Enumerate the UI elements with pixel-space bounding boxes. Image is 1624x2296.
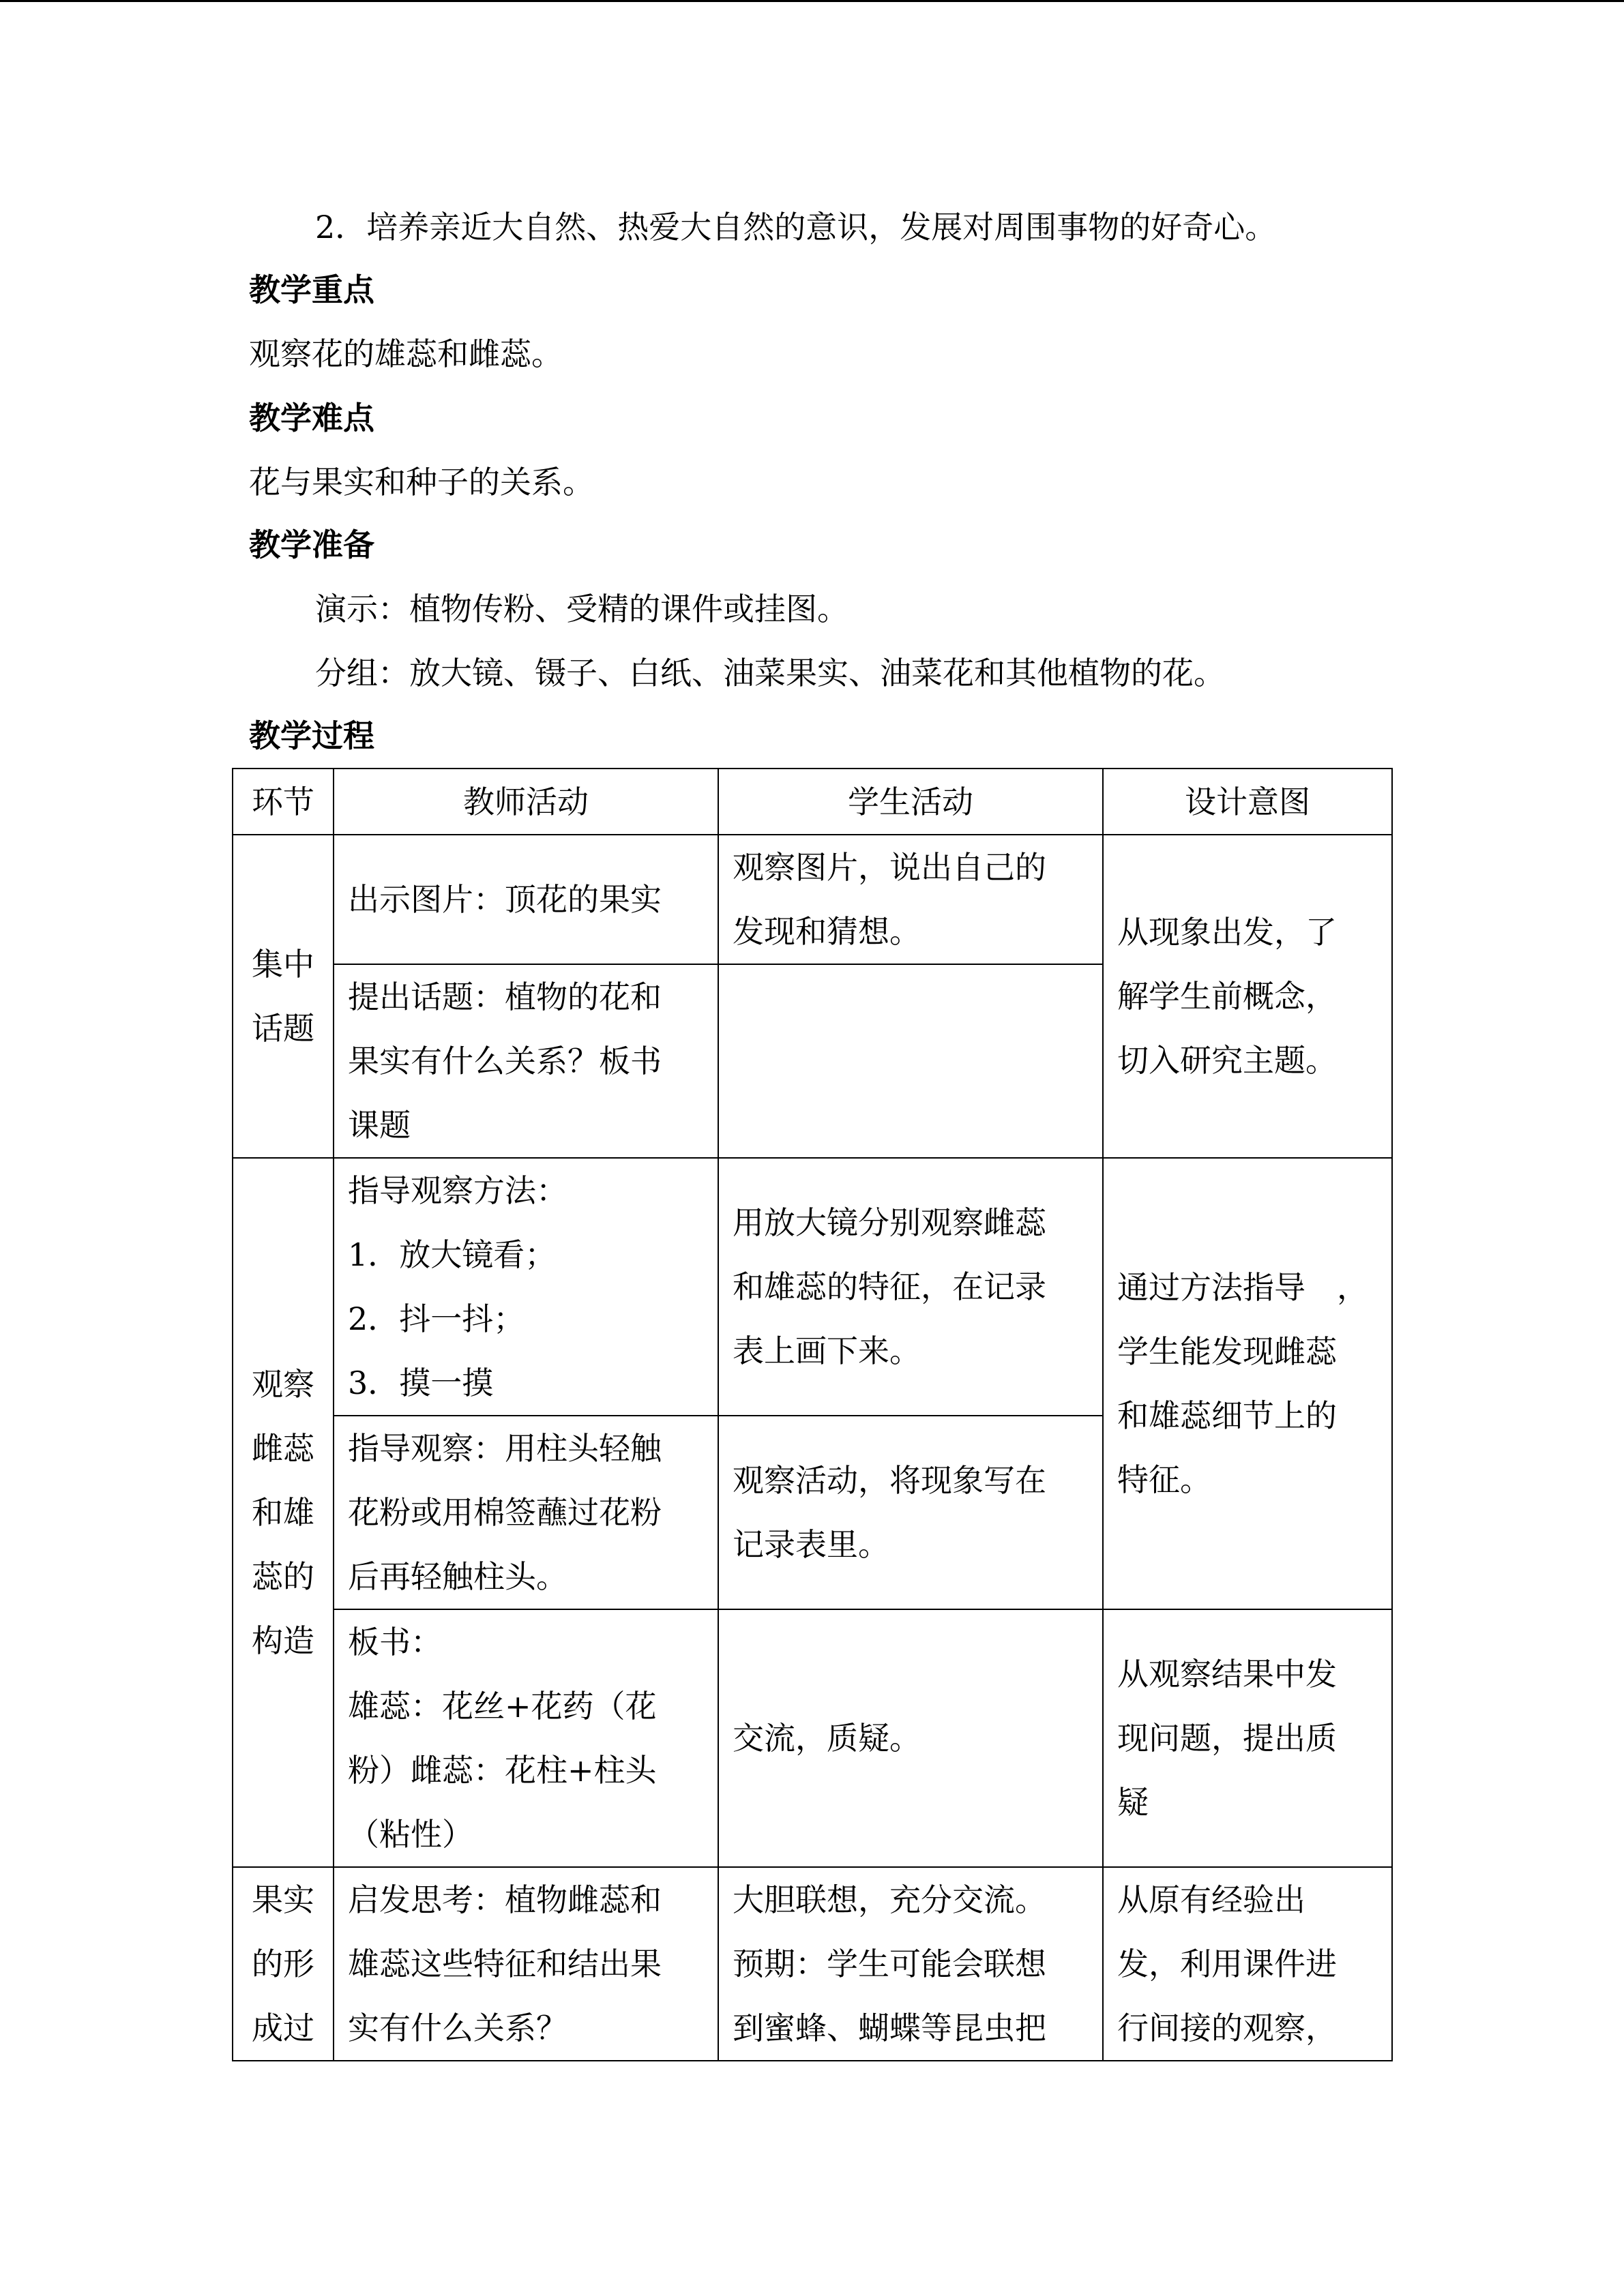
teacher-activity-cell: 启发思考：植物雌蕊和 雄蕊这些特征和结出果 实有什么关系？ — [334, 1867, 718, 2061]
student-activity-cell: 大胆联想，充分交流。 预期：学生可能会联想 到蜜蜂、蝴蝶等昆虫把 — [718, 1867, 1103, 2061]
preparation-heading: 教学准备 — [249, 526, 374, 563]
teacher-activity-cell: 出示图片：顶花的果实 — [334, 835, 718, 964]
teaching-process-table — [232, 768, 1393, 2061]
table-row — [233, 835, 1392, 964]
top-border-line — [0, 0, 1624, 2]
preparation-demo: 演示：植物传粉、受精的课件或挂图。 — [315, 591, 848, 627]
table-row — [233, 1609, 1392, 1867]
table-header-row — [233, 769, 1392, 835]
design-intent-cell: 从观察结果中发 现问题，提出质 疑 — [1103, 1609, 1392, 1867]
table-row — [233, 1867, 1392, 2061]
teacher-activity-cell: 提出话题：植物的花和 果实有什么关系？板书 课题 — [334, 964, 718, 1158]
header-teacher-activity: 教师活动 — [334, 769, 718, 835]
difficulty-heading: 教学难点 — [249, 400, 374, 436]
preparation-group: 分组：放大镜、镊子、白纸、油菜果实、油菜花和其他植物的花。 — [315, 655, 1225, 691]
student-activity-cell: 观察活动，将现象写在 记录表里。 — [718, 1416, 1103, 1609]
header-design-intent: 设计意图 — [1103, 769, 1392, 835]
key-point-heading: 教学重点 — [249, 271, 374, 308]
table-row — [233, 1158, 1392, 1416]
process-heading: 教学过程 — [249, 717, 374, 754]
design-intent-cell: 从原有经验出 发，利用课件进 行间接的观察， — [1103, 1867, 1392, 2061]
teacher-activity-cell: 指导观察：用柱头轻触 花粉或用棉签蘸过花粉 后再轻触柱头。 — [334, 1416, 718, 1609]
student-activity-cell: 交流，质疑。 — [718, 1609, 1103, 1867]
goal-line: 2．培养亲近大自然、热爱大自然的意识，发展对周围事物的好奇心。 — [315, 209, 1277, 245]
key-point-text: 观察花的雄蕊和雌蕊。 — [249, 336, 563, 372]
design-intent-cell: 通过方法指导 ， 学生能发现雌蕊 和雄蕊细节上的 特征。 — [1103, 1158, 1392, 1609]
stage-cell: 果实 的形 成过 — [233, 1867, 334, 2061]
header-student-activity: 学生活动 — [718, 769, 1103, 835]
student-activity-cell: 用放大镜分别观察雌蕊 和雄蕊的特征，在记录 表上画下来。 — [718, 1158, 1103, 1416]
stage-cell: 集中 话题 — [233, 835, 334, 1158]
difficulty-text: 花与果实和种子的关系。 — [249, 464, 594, 501]
teacher-activity-cell: 指导观察方法： 1．放大镜看； 2．抖一抖； 3．摸一摸 — [334, 1158, 718, 1416]
teacher-activity-cell: 板书： 雄蕊：花丝+花药（花 粉）雌蕊：花柱+柱头 （粘性） — [334, 1609, 718, 1867]
stage-cell: 观察 雌蕊 和雄 蕊的 构造 — [233, 1158, 334, 1867]
student-activity-cell: 观察图片，说出自己的 发现和猜想。 — [718, 835, 1103, 964]
design-intent-cell: 从现象出发，了 解学生前概念， 切入研究主题。 — [1103, 835, 1392, 1158]
student-activity-cell-empty — [718, 964, 1103, 1158]
header-stage: 环节 — [233, 769, 334, 835]
